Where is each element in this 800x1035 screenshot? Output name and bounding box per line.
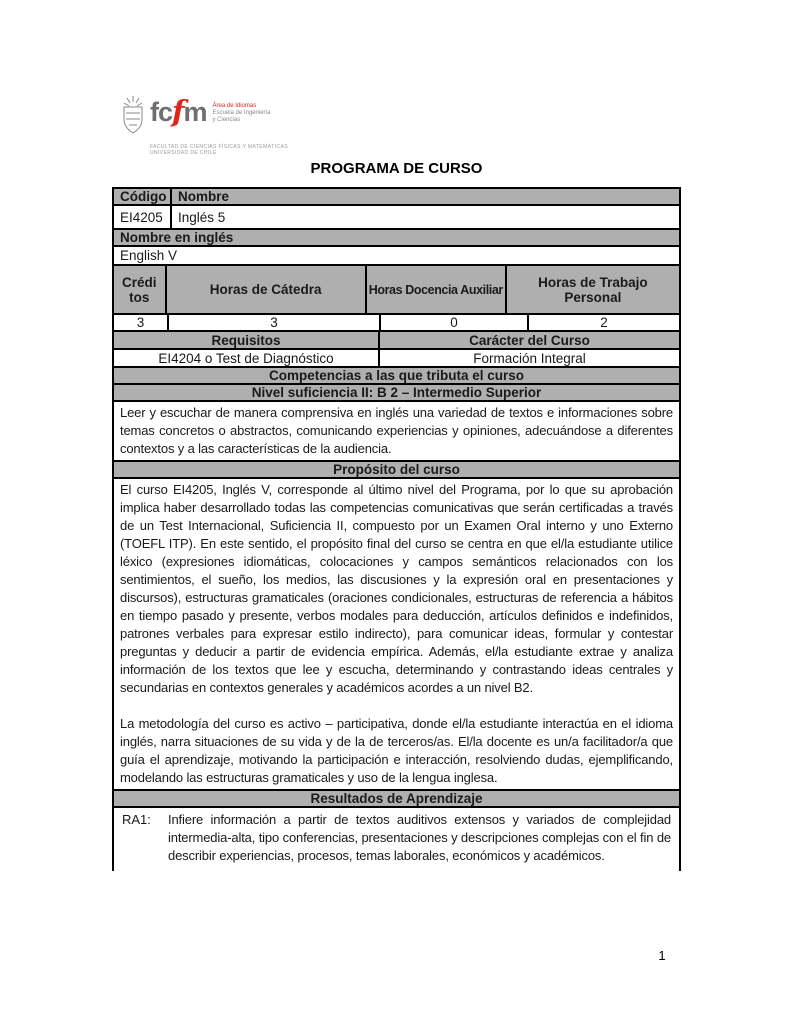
table-row-resultados-header: [114, 791, 679, 808]
horas-trabajo-header-cell: Horas de Trabajo Personal: [507, 266, 679, 313]
table-row-codigo-nombre-values: [114, 206, 679, 230]
competencias-paragraph: Leer y escuchar de manera comprensiva en inglés una variedad de textos e informaciones sobre temas concretos o abstractos, comunicando experiencias y opiniones, adecuándose a diferentes contextos y a las características de la audiencia.: [120, 405, 673, 456]
competencias-header-cell: Competencias a las que tributa el curso: [114, 368, 679, 383]
creditos-value-cell: 3: [114, 315, 169, 330]
proposito-paragraph-2: La metodología del curso es activo – participativa, donde el/la estudiante interactúa en el idioma inglés, narra situaciones de su vida y de la de terceros/as. El/la docente es un/a facilitador/a que guía el aprendizaje, motivando la participación e interacción, resolviendo dudas, ejemplificando, modelando las estructuras gramaticales y uso de la lengua inglesa.: [120, 716, 673, 785]
table-row-requisitos-header: [114, 332, 679, 350]
horas-catedra-value-cell: 3: [169, 315, 381, 330]
table-row-ra1: [114, 808, 679, 871]
table-row-requisitos-values: [114, 350, 679, 368]
nivel-header-cell: Nivel suficiencia II: B 2 – Intermedio Superior: [114, 385, 679, 400]
horas-trabajo-value-cell: 2: [600, 315, 608, 330]
table-row-proposito-header: [114, 462, 679, 479]
codigo-header-cell: Código: [114, 189, 172, 204]
ra1-cell: [114, 808, 679, 871]
nombre-ingles-header-cell: Nombre en inglés: [114, 230, 679, 245]
creditos-header-cell: Créditos: [114, 266, 167, 313]
fcfm-wordmark: fcfm: [150, 94, 207, 128]
table-row-codigo-nombre-header: [114, 189, 679, 206]
competencias-text-cell: [114, 402, 679, 460]
university-crest-icon: [120, 95, 146, 142]
horas-docencia-header-cell: Horas Docencia Auxiliar: [367, 266, 507, 313]
horas-docencia-value-cell: 0: [381, 315, 529, 330]
table-row-horas-header: [114, 266, 679, 315]
ra1-text: Infiere información a partir de textos auditivos extensos y variados de complejidad intermedia-alta, tipo conferencias, presentaciones y descripciones complejas con el fin de describir experiencias, procesos, temas laborales, económicos y académicos.: [168, 812, 671, 863]
table-row-nombre-ingles-header: [114, 230, 679, 247]
proposito-text-cell: [114, 479, 679, 789]
nombre-ingles-value-cell: English V: [120, 248, 178, 263]
logo-subtext: FACULTAD DE CIENCIAS FÍSICAS Y MATEMÁTICAS UNIVERSIDAD DE CHILE: [150, 144, 289, 156]
ra1-label: RA1:: [122, 812, 151, 827]
requisitos-header-cell: Requisitos: [114, 332, 380, 348]
course-program-table: [112, 187, 681, 871]
page-number: 1: [658, 948, 666, 963]
caracter-value-cell: Formación Integral: [473, 350, 586, 366]
proposito-header-cell: Propósito del curso: [114, 462, 679, 477]
table-row-competencias-header: [114, 368, 679, 385]
table-row-nivel-header: [114, 385, 679, 402]
caracter-header-cell: Carácter del Curso: [380, 332, 679, 348]
table-row-horas-values: [114, 315, 679, 332]
nombre-header-cell: Nombre: [172, 189, 679, 204]
logo-tagline: Área de Idiomas Escuela de Ingeniería y Ciencias: [212, 103, 271, 123]
fcfm-logo: [120, 94, 300, 156]
codigo-value-cell: EI4205: [114, 206, 172, 228]
resultados-header-cell: Resultados de Aprendizaje: [114, 791, 679, 806]
nombre-value-cell: Inglés 5: [178, 209, 226, 225]
fcfm-wordmark-accent: f: [172, 94, 184, 128]
table-row-nombre-ingles-value: [114, 247, 679, 266]
requisitos-value-cell: EI4204 o Test de Diagnóstico: [114, 350, 380, 366]
table-row-competencias-text: [114, 402, 679, 462]
table-row-proposito-text: [114, 479, 679, 791]
proposito-paragraph-1: El curso EI4205, Inglés V, corresponde al último nivel del Programa, por lo que su aprobación implica haber desarrollado todas las competencias comunicativas que serán certificadas a través de un Test Internacional, Suficiencia II, compuesto por un Examen Oral interno y uno Externo (TOEFL ITP). En este sentido, el propósito final del curso se centra en que el/la estudiante utilice léxico (expresiones idiomáticas, colocaciones y campos semánticos relacionados con los sentimientos, el sueño, los medios, las discusiones y la expresión oral en presentaciones y discursos), estructuras gramaticales (oraciones condicionales, estructuras de referencia a hábitos en tiempo pasado y presente, verbos modales para deducción, artículos definidos e indefinidos, patrones verbales para expresar estilo indirecto), para comunicar ideas, formular y contestar preguntas y deducir a partir de evidencia empírica. Además, el/la estudiante extrae y analiza información de los textos que lee y escucha, determinando y contrastando ideas centrales y secundarias en contextos generales y académicos acordes a un nivel B2.: [120, 482, 673, 695]
page-title: PROGRAMA DE CURSO: [310, 160, 483, 177]
horas-catedra-header-cell: Horas de Cátedra: [167, 266, 367, 313]
